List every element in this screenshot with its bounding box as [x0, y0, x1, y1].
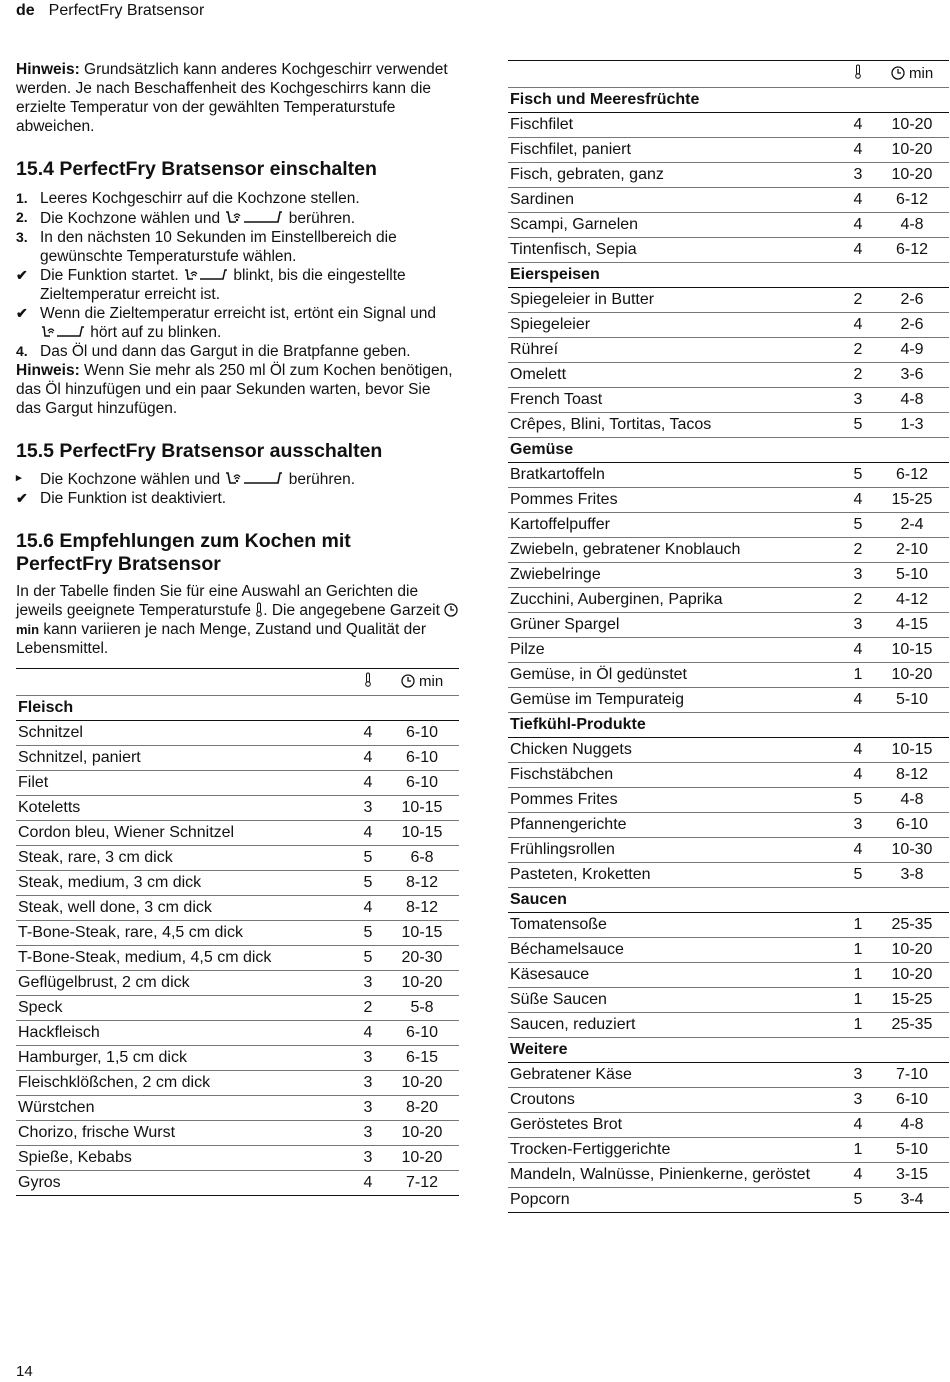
food-name: Spiegeleier — [508, 313, 841, 338]
group-row — [508, 888, 949, 913]
temperature-level: 1 — [841, 663, 875, 688]
temperature-level: 5 — [841, 788, 875, 813]
temperature-level: 4 — [351, 1171, 385, 1196]
temperature-level: 4 — [841, 113, 875, 138]
temperature-level: 4 — [841, 688, 875, 713]
table-row — [508, 763, 949, 788]
table-row — [16, 846, 459, 871]
food-name: Fischfilet — [508, 113, 841, 138]
temperature-level: 2 — [841, 338, 875, 363]
table-row — [16, 896, 459, 921]
cooking-time: 10-20 — [875, 163, 949, 188]
table-row — [508, 138, 949, 163]
cooking-time: 5-10 — [875, 563, 949, 588]
cooking-time: 10-20 — [385, 971, 459, 996]
table-row — [508, 113, 949, 138]
food-name: Fischstäbchen — [508, 763, 841, 788]
perfectfry-icon — [183, 267, 229, 283]
food-name: Chicken Nuggets — [508, 738, 841, 763]
food-name: Scampi, Garnelen — [508, 213, 841, 238]
table-row — [508, 238, 949, 263]
cooking-time: 7-10 — [875, 1063, 949, 1088]
table-row — [508, 163, 949, 188]
temperature-level: 4 — [351, 896, 385, 921]
temperature-level: 4 — [841, 188, 875, 213]
table-row — [508, 1113, 949, 1138]
food-name: Steak, well done, 3 cm dick — [16, 896, 351, 921]
cooking-time: 10-15 — [385, 796, 459, 821]
table-row — [16, 921, 459, 946]
table-row — [508, 488, 949, 513]
table-row — [508, 1088, 949, 1113]
cooking-time: 3-6 — [875, 363, 949, 388]
table-row — [508, 288, 949, 313]
cooking-time: 25-35 — [875, 913, 949, 938]
temperature-level: 4 — [351, 821, 385, 846]
temperature-level: 3 — [351, 1146, 385, 1171]
food-name: Trocken-Fertiggerichte — [508, 1138, 841, 1163]
perfectfry-icon — [40, 324, 86, 340]
cooking-time: 6-12 — [875, 238, 949, 263]
cooking-time: 10-20 — [875, 938, 949, 963]
cooking-time: 8-20 — [385, 1096, 459, 1121]
step-2: 2. Die Kochzone wählen und berühren. — [16, 209, 356, 227]
food-name: T-Bone-Steak, rare, 4,5 cm dick — [16, 921, 351, 946]
food-name: Pfannengerichte — [508, 813, 841, 838]
food-name: Steak, rare, 3 cm dick — [16, 846, 351, 871]
temperature-level: 1 — [841, 1013, 875, 1038]
cooking-time: 10-15 — [385, 821, 459, 846]
food-name: Süße Saucen — [508, 988, 841, 1013]
temperature-level: 3 — [841, 1063, 875, 1088]
cooking-time: 4-8 — [875, 388, 949, 413]
temperature-level: 4 — [841, 838, 875, 863]
food-name: Bratkartoffeln — [508, 463, 841, 488]
temperature-level: 1 — [841, 963, 875, 988]
clock-icon — [891, 66, 905, 80]
table-row — [508, 1138, 949, 1163]
cooking-time: 10-20 — [875, 113, 949, 138]
cooking-time: 10-20 — [385, 1121, 459, 1146]
temperature-level: 3 — [351, 1096, 385, 1121]
food-header — [16, 669, 351, 696]
cooking-time: 10-20 — [385, 1146, 459, 1171]
steps-15-4 — [16, 189, 459, 361]
cooking-time: 3-4 — [875, 1188, 949, 1213]
cooking-time: 8-12 — [385, 896, 459, 921]
group-label: Tiefkühl-Produkte — [508, 713, 949, 738]
cooking-time: 15-25 — [875, 488, 949, 513]
thermometer-icon — [854, 64, 862, 79]
cooking-time: 6-10 — [385, 746, 459, 771]
cooking-time: 10-20 — [385, 1071, 459, 1096]
cooking-time: 2-4 — [875, 513, 949, 538]
table-row — [508, 413, 949, 438]
temperature-level: 3 — [841, 613, 875, 638]
steps-15-5 — [16, 469, 459, 508]
food-name: T-Bone-Steak, medium, 4,5 cm dick — [16, 946, 351, 971]
cooking-time: 6-15 — [385, 1046, 459, 1071]
group-label: Saucen — [508, 888, 949, 913]
clock-icon — [444, 603, 458, 617]
note-1: Hinweis: Grundsätzlich kann anderes Kochgeschirr verwendet werden. Je nach Beschaffenheit des Kochgeschirrs kann die erzielte Temperatur von der gewählten Temperaturstufe abweichen. — [16, 61, 448, 135]
cooking-time: 2-10 — [875, 538, 949, 563]
temperature-level: 3 — [841, 163, 875, 188]
food-name: Steak, medium, 3 cm dick — [16, 871, 351, 896]
min-label: min — [909, 65, 934, 82]
food-name: Käsesauce — [508, 963, 841, 988]
time-header — [875, 61, 949, 88]
temperature-level: 2 — [841, 538, 875, 563]
temperature-level: 3 — [351, 1121, 385, 1146]
table-row — [16, 1121, 459, 1146]
group-row — [508, 88, 949, 113]
table-row — [16, 746, 459, 771]
table-row — [16, 996, 459, 1021]
food-name: Hamburger, 1,5 cm dick — [16, 1046, 351, 1071]
temperature-level: 4 — [351, 771, 385, 796]
cooking-time: 5-10 — [875, 688, 949, 713]
table-row — [508, 938, 949, 963]
section-15-6-title: 15.6 Empfehlungen zum Kochen mit PerfectFry Bratsensor — [16, 530, 351, 575]
food-name: Spieße, Kebabs — [16, 1146, 351, 1171]
time-header — [385, 669, 459, 696]
food-name: Pommes Frites — [508, 788, 841, 813]
table-row — [508, 813, 949, 838]
food-name: Mandeln, Walnüsse, Pinienkerne, geröstet — [508, 1163, 841, 1188]
section-15-4-title: 15.4 PerfectFry Bratsensor einschalten — [16, 158, 377, 180]
temperature-level: 4 — [351, 721, 385, 746]
food-name: Schnitzel, paniert — [16, 746, 351, 771]
temperature-level: 4 — [841, 763, 875, 788]
temperature-level: 2 — [841, 588, 875, 613]
food-name: Gemüse im Tempurateig — [508, 688, 841, 713]
temperature-level: 4 — [841, 313, 875, 338]
temperature-level: 3 — [351, 971, 385, 996]
step-3: 3. In den nächsten 10 Sekunden im Einstellbereich die gewünschte Temperaturstufe wählen. — [16, 229, 397, 265]
clock-icon — [401, 674, 415, 688]
temperature-level: 4 — [841, 213, 875, 238]
language-code: de — [16, 2, 35, 19]
cooking-time: 5-8 — [385, 996, 459, 1021]
header-title: PerfectFry Bratsensor — [48, 2, 205, 19]
temperature-level: 3 — [841, 563, 875, 588]
food-name: French Toast — [508, 388, 841, 413]
group-label: Weitere — [508, 1038, 949, 1063]
temperature-level: 4 — [841, 738, 875, 763]
table-row — [508, 538, 949, 563]
table-row — [16, 796, 459, 821]
cooking-time: 10-20 — [875, 663, 949, 688]
table-row — [16, 721, 459, 746]
temperature-level: 4 — [841, 1163, 875, 1188]
cooking-time: 6-10 — [385, 771, 459, 796]
food-name: Omelett — [508, 363, 841, 388]
page-header — [16, 2, 204, 20]
temperature-level: 4 — [841, 638, 875, 663]
table-row — [508, 663, 949, 688]
cooking-time: 8-12 — [385, 871, 459, 896]
temperature-level: 3 — [351, 796, 385, 821]
food-name: Gyros — [16, 1171, 351, 1196]
table-header-row — [508, 61, 949, 88]
group-row — [508, 263, 949, 288]
temperature-level: 5 — [841, 413, 875, 438]
food-name: Chorizo, frische Wurst — [16, 1121, 351, 1146]
page-number: 14 — [16, 1363, 33, 1380]
table-row — [508, 863, 949, 888]
cooking-time: 3-15 — [875, 1163, 949, 1188]
min-label: min — [419, 673, 444, 690]
table-row — [508, 1163, 949, 1188]
table-row — [508, 613, 949, 638]
cooking-time: 4-15 — [875, 613, 949, 638]
cooking-time: 6-12 — [875, 188, 949, 213]
cooking-table-right — [508, 60, 949, 1213]
cooking-time: 8-12 — [875, 763, 949, 788]
food-name: Sardinen — [508, 188, 841, 213]
cooking-time: 10-15 — [385, 921, 459, 946]
left-column — [16, 60, 459, 1196]
table-row — [508, 1013, 949, 1038]
table-row — [508, 363, 949, 388]
cooking-time: 6-10 — [875, 813, 949, 838]
cooking-time: 4-12 — [875, 588, 949, 613]
table-row — [16, 1021, 459, 1046]
group-label: Fleisch — [16, 696, 459, 721]
cooking-time: 6-10 — [385, 721, 459, 746]
temperature-level: 3 — [841, 1088, 875, 1113]
table-row — [508, 588, 949, 613]
group-row — [508, 438, 949, 463]
table-row — [508, 788, 949, 813]
temperature-level: 5 — [841, 1188, 875, 1213]
food-name: Gemüse, in Öl gedünstet — [508, 663, 841, 688]
cooking-time: 4-8 — [875, 1113, 949, 1138]
table-row — [508, 838, 949, 863]
temperature-level: 5 — [841, 463, 875, 488]
group-row — [508, 1038, 949, 1063]
table-row — [508, 388, 949, 413]
temperature-level: 2 — [351, 996, 385, 1021]
table-row — [16, 971, 459, 996]
temperature-header — [351, 669, 385, 696]
table-header-row — [16, 669, 459, 696]
cooking-time: 3-8 — [875, 863, 949, 888]
cooking-time: 6-8 — [385, 846, 459, 871]
temperature-level: 3 — [351, 1071, 385, 1096]
food-name: Würstchen — [16, 1096, 351, 1121]
right-column — [508, 60, 949, 1213]
group-row — [16, 696, 459, 721]
cooking-time: 4-9 — [875, 338, 949, 363]
food-name: Gebratener Käse — [508, 1063, 841, 1088]
food-name: Béchamelsauce — [508, 938, 841, 963]
food-name: Cordon bleu, Wiener Schnitzel — [16, 821, 351, 846]
temperature-level: 1 — [841, 1138, 875, 1163]
temperature-level: 5 — [841, 863, 875, 888]
cooking-time: 4-8 — [875, 213, 949, 238]
table-row — [16, 1071, 459, 1096]
temperature-level: 4 — [841, 1113, 875, 1138]
table-row — [508, 988, 949, 1013]
table-row — [508, 188, 949, 213]
food-name: Fisch, gebraten, ganz — [508, 163, 841, 188]
food-name: Filet — [16, 771, 351, 796]
cooking-time: 10-30 — [875, 838, 949, 863]
cooking-time: 15-25 — [875, 988, 949, 1013]
result-1: ✔ Die Funktion startet. blinkt, bis die eingestellte Zieltemperatur erreicht ist. — [16, 267, 406, 303]
table-row — [16, 771, 459, 796]
temperature-level: 2 — [841, 363, 875, 388]
table-row — [16, 1096, 459, 1121]
food-name: Fleischklößchen, 2 cm dick — [16, 1071, 351, 1096]
temperature-level: 5 — [351, 921, 385, 946]
food-name: Speck — [16, 996, 351, 1021]
table-row — [508, 738, 949, 763]
food-name: Zwiebeln, gebratener Knoblauch — [508, 538, 841, 563]
cooking-time: 25-35 — [875, 1013, 949, 1038]
temperature-level: 3 — [841, 813, 875, 838]
food-name: Crêpes, Blini, Tortitas, Tacos — [508, 413, 841, 438]
food-name: Grüner Spargel — [508, 613, 841, 638]
table-row — [508, 913, 949, 938]
food-name: Rühreí — [508, 338, 841, 363]
table-row — [16, 821, 459, 846]
food-name: Geflügelbrust, 2 cm dick — [16, 971, 351, 996]
cooking-time: 7-12 — [385, 1171, 459, 1196]
temperature-level: 4 — [841, 138, 875, 163]
table-row — [16, 1171, 459, 1196]
temperature-level: 2 — [841, 288, 875, 313]
food-name: Kartoffelpuffer — [508, 513, 841, 538]
temperature-level: 3 — [351, 1046, 385, 1071]
result-2: ✔ Wenn die Zieltemperatur erreicht ist, ertönt ein Signal und hört auf zu blinken. — [16, 305, 437, 341]
cooking-time: 5-10 — [875, 1138, 949, 1163]
cooking-time: 10-20 — [875, 138, 949, 163]
cooking-time: 10-15 — [875, 638, 949, 663]
perfectfry-icon — [224, 469, 284, 487]
step-4: 4. Das Öl und dann das Gargut in die Bratpfanne geben. — [16, 343, 411, 360]
food-name: Fischfilet, paniert — [508, 138, 841, 163]
table-row — [16, 1146, 459, 1171]
food-name: Zwiebelringe — [508, 563, 841, 588]
cooking-time: 10-20 — [875, 963, 949, 988]
table-row — [16, 871, 459, 896]
thermometer-icon — [364, 672, 372, 687]
temperature-level: 4 — [351, 746, 385, 771]
food-name: Pommes Frites — [508, 488, 841, 513]
food-name: Schnitzel — [16, 721, 351, 746]
temperature-level: 5 — [351, 846, 385, 871]
group-label: Fisch und Meeresfrüchte — [508, 88, 949, 113]
temperature-level: 5 — [351, 946, 385, 971]
step-1: 1. Leeres Kochgeschirr auf die Kochzone stellen. — [16, 190, 360, 207]
table-row — [508, 338, 949, 363]
food-name: Pasteten, Kroketten — [508, 863, 841, 888]
cooking-time: 2-6 — [875, 313, 949, 338]
result-3: ✔ Die Funktion ist deaktiviert. — [16, 490, 227, 507]
section-15-6-intro: In der Tabelle finden Sie für eine Auswahl an Gerichten die jeweils geeignete Temperaturstufe . Die angegebene Garzeit min kann variieren je nach Menge, Zustand und Qualität der Lebensmittel. — [16, 582, 459, 658]
cooking-time: 4-8 — [875, 788, 949, 813]
note-2: Hinweis: Wenn Sie mehr als 250 ml Öl zum Kochen benötigen, das Öl hinzufügen und ein paar Sekunden warten, bevor Sie das Gargut hinzufügen. — [16, 362, 453, 417]
cooking-time: 6-12 — [875, 463, 949, 488]
food-name: Tintenfisch, Sepia — [508, 238, 841, 263]
food-name: Spiegeleier in Butter — [508, 288, 841, 313]
cooking-time: 20-30 — [385, 946, 459, 971]
food-name: Croutons — [508, 1088, 841, 1113]
table-row — [508, 213, 949, 238]
temperature-level: 3 — [841, 388, 875, 413]
perfectfry-icon — [224, 208, 284, 226]
food-name: Koteletts — [16, 796, 351, 821]
table-row — [16, 946, 459, 971]
food-name: Geröstetes Brot — [508, 1113, 841, 1138]
food-name: Pilze — [508, 638, 841, 663]
table-row — [508, 638, 949, 663]
food-name: Saucen, reduziert — [508, 1013, 841, 1038]
table-row — [508, 563, 949, 588]
temperature-level: 5 — [351, 871, 385, 896]
food-name: Tomatensoße — [508, 913, 841, 938]
temperature-level: 1 — [841, 988, 875, 1013]
section-15-5-title: 15.5 PerfectFry Bratsensor ausschalten — [16, 440, 383, 462]
table-row — [508, 1063, 949, 1088]
temperature-level: 4 — [351, 1021, 385, 1046]
action-1: ▸ Die Kochzone wählen und berühren. — [16, 471, 356, 488]
table-row — [508, 1188, 949, 1213]
food-name: Popcorn — [508, 1188, 841, 1213]
food-name: Hackfleisch — [16, 1021, 351, 1046]
temperature-level: 1 — [841, 913, 875, 938]
table-row — [508, 963, 949, 988]
table-row — [16, 1046, 459, 1071]
cooking-time: 1-3 — [875, 413, 949, 438]
cooking-time: 6-10 — [875, 1088, 949, 1113]
group-label: Gemüse — [508, 438, 949, 463]
cooking-time: 10-15 — [875, 738, 949, 763]
cooking-time: 6-10 — [385, 1021, 459, 1046]
temperature-level: 4 — [841, 238, 875, 263]
cooking-time: 2-6 — [875, 288, 949, 313]
table-row — [508, 463, 949, 488]
group-row — [508, 713, 949, 738]
table-row — [508, 688, 949, 713]
food-name: Frühlingsrollen — [508, 838, 841, 863]
food-name: Zucchini, Auberginen, Paprika — [508, 588, 841, 613]
temperature-level: 4 — [841, 488, 875, 513]
group-label: Eierspeisen — [508, 263, 949, 288]
temperature-header — [841, 61, 875, 88]
table-row — [508, 313, 949, 338]
temperature-level: 1 — [841, 938, 875, 963]
cooking-table-left — [16, 668, 459, 1196]
table-row — [508, 513, 949, 538]
food-header — [508, 61, 841, 88]
temperature-level: 5 — [841, 513, 875, 538]
